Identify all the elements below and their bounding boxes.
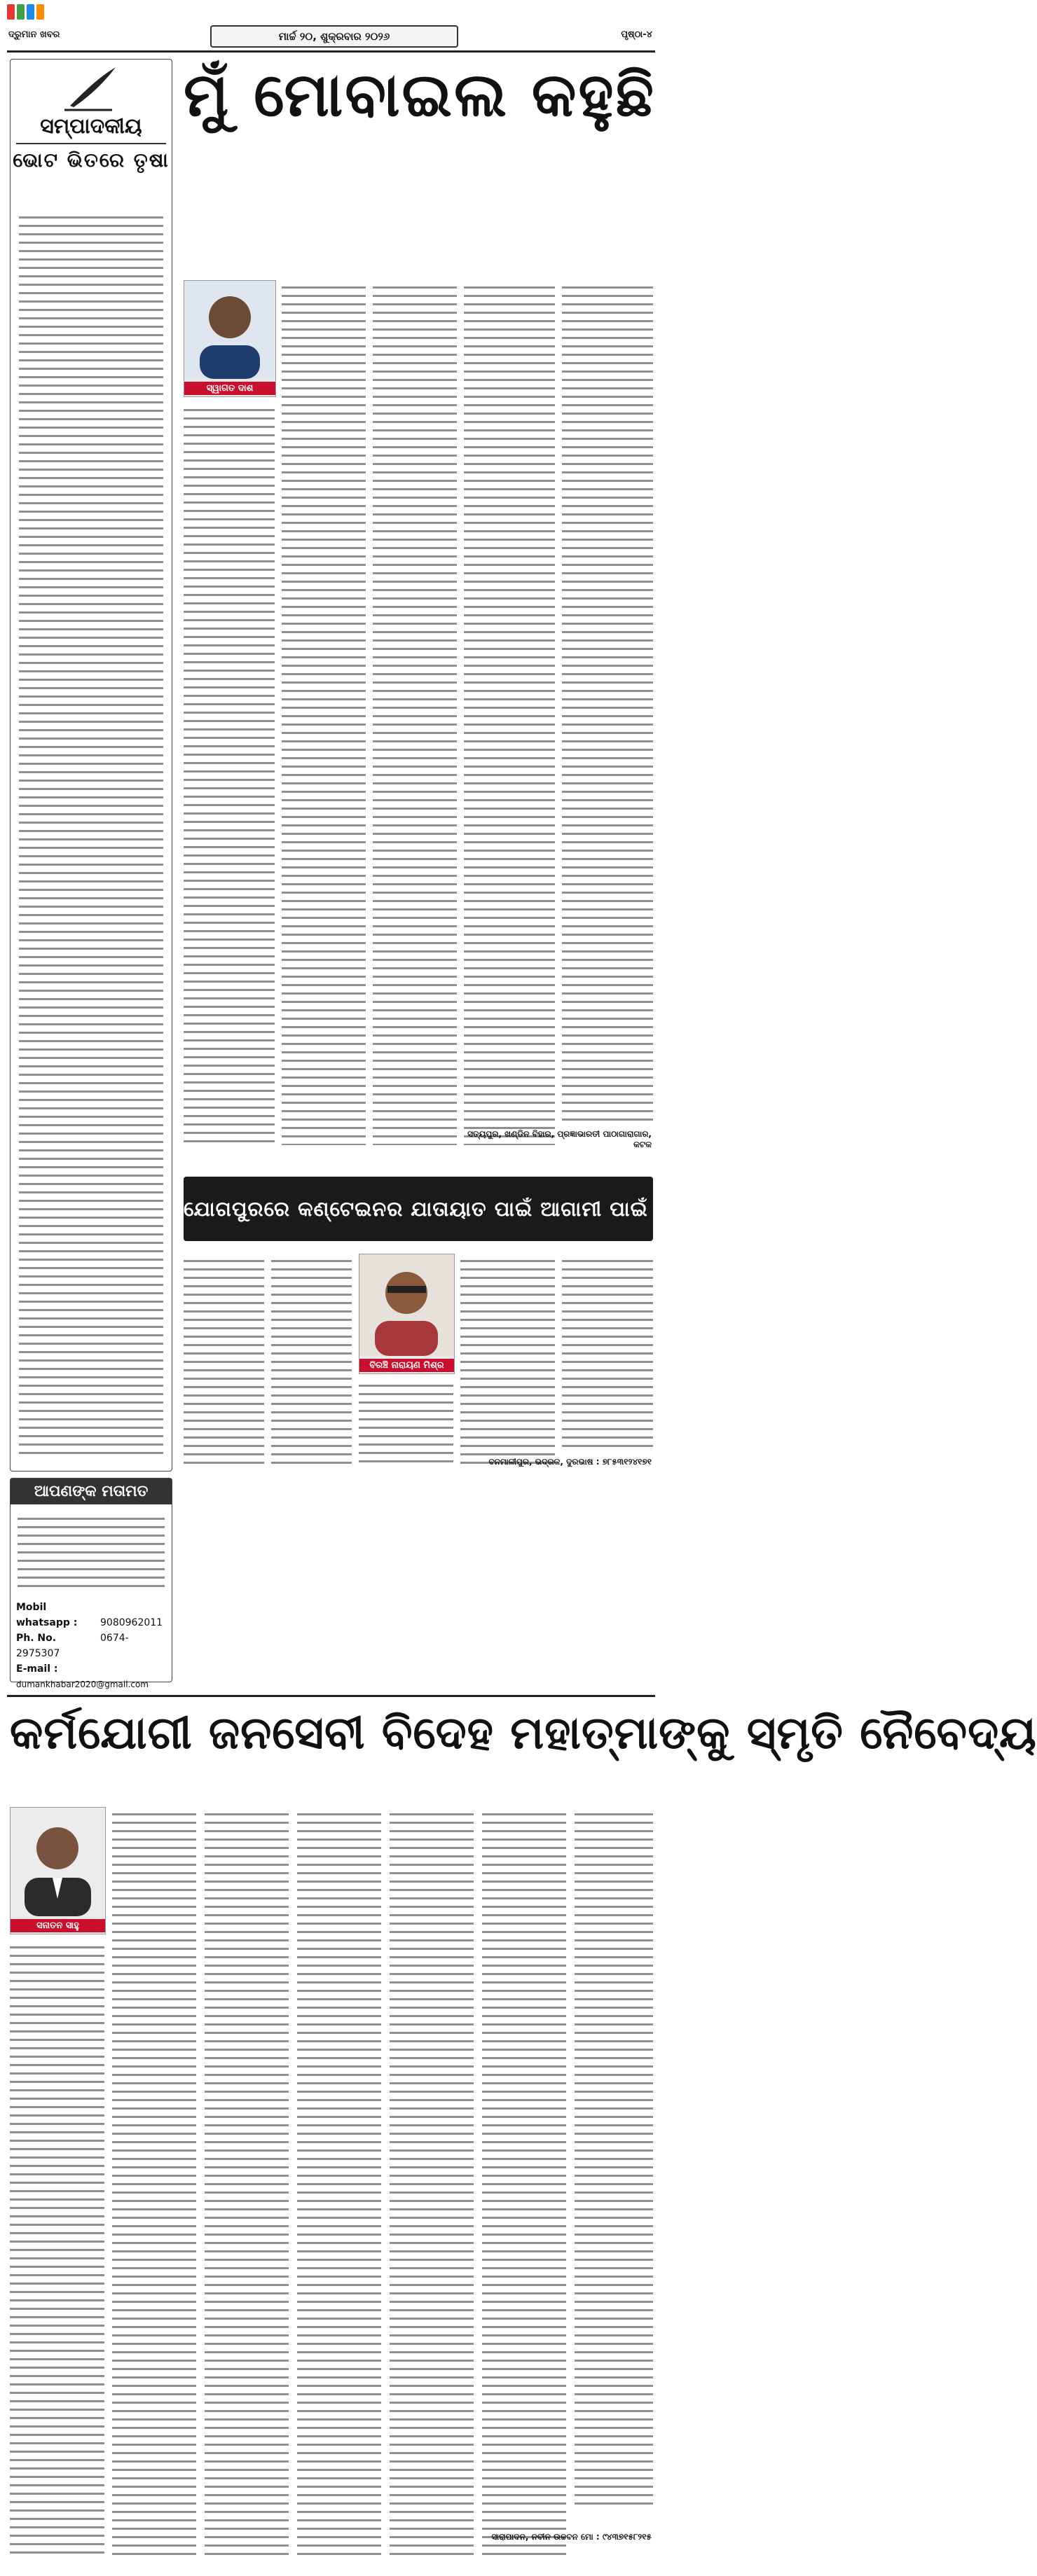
editorial-subtitle: ଭୋଟ ଭିତରେ ତୃଷା [13,148,170,172]
article1-headline: ମୁଁ ମୋବାଇଲ କହୁଛି [184,60,657,130]
article2-column-2 [271,1254,352,1464]
editorial-column [10,59,172,1471]
opinion-body [18,1511,165,1588]
article2-headline: ଯୋଗପୁରରେ କଣ୍ଟେଇନର ଯାତାୟାତ ପାଇଁ ଆଗାମୀ ପାଇଁ କେବେ ଲାଗିବ ପ୍ରକଳ୍ପ? [184,1177,653,1241]
article3-column-1 [10,1940,104,2556]
article1-column-3 [373,280,457,1145]
article3-author-photo [10,1807,106,1934]
article2-column-5 [562,1254,653,1453]
phone-label: Ph. No. [16,1633,57,1644]
editorial-body [19,210,163,1457]
quill-pen-icon [63,64,119,113]
article1-author-photo [184,280,276,397]
article2-byline: ବନମାଳୀପୁର, ଭଦ୍ରକ, ଦୁରଭାଷ : ୭୮୫୩୧୨୪୧୭୧ [488,1457,652,1467]
article2-author-caption: ବିରଞ୍ଚି ନାରାୟଣ ମିଶ୍ର [359,1359,454,1372]
newspaper-logo [7,4,52,24]
article3-column-3 [205,1807,289,2556]
opinion-title: ଆପଣଙ୍କ ମତାମତ [11,1479,172,1504]
masthead [7,4,655,46]
article2-author-photo [359,1254,455,1374]
article1-byline: ସତ୍ୟପୁର, ଖଣ୍ଡିନ ବିହାର, ପ୍ରଜ୍ଞାଭାରତୀ ପାଠାଗାରାଗାର, କଟକ [467,1129,652,1149]
article3-column-4 [297,1807,381,2556]
article2-column-4 [460,1254,555,1464]
article3-headline: କର୍ମଯୋଗୀ ଜନସେବୀ ବିଦେହ ମହାତ୍ମାଙ୍କୁ ସ୍ମୃତି ନୈବେଦ୍ୟ [10,1708,1037,1759]
email-address: dumankhabar2020@gmail.com [16,1680,149,1689]
article3-column-7 [575,1807,653,2507]
article1-column-1 [184,403,275,1145]
section-rule [7,1695,655,1697]
issue-date: ମାର୍ଚ୍ଚ ୨୦, ଶୁକ୍ରବାର ୨୦୨୬ [210,25,458,48]
divider [16,143,166,144]
mobile-label: Mobil whatsapp : [16,1602,78,1628]
article2-column-3 [359,1378,453,1464]
article3-column-6 [482,1807,566,2556]
mobile-number: 9080962011 [100,1617,163,1628]
editorial-title: ସମ୍ପାଦକୀୟ [40,114,142,139]
article3-byline: ସାରାପାଦନ, ନବୀନ ଉଚ୍ଚବନ ମୋ : ୯୪୩୭୧୫୮୨୧୫ [491,2532,652,2542]
article1-author-caption: ସ୍ୱାଗତ ଦାଶ [184,382,275,395]
masthead-rule [7,50,655,53]
phone-number: 0674-2975307 [16,1633,129,1659]
article1-column-4 [464,280,555,1145]
article3-column-5 [390,1807,474,2556]
email-label: E-mail : [16,1663,58,1675]
article1-column-2 [282,280,366,1145]
publication-name: ଦ୍ରୁମାନ ଖବର [8,29,60,40]
article3-column-2 [112,1807,196,2556]
article3-author-caption: ସନାତନ ସାହୁ [11,1919,105,1932]
opinion-box [10,1478,172,1689]
contact-details [16,1600,166,1692]
article1-column-5 [562,280,653,1121]
article2-column-1 [184,1254,264,1464]
page-number: ପୃଷ୍ଠା-୪ [621,29,652,40]
